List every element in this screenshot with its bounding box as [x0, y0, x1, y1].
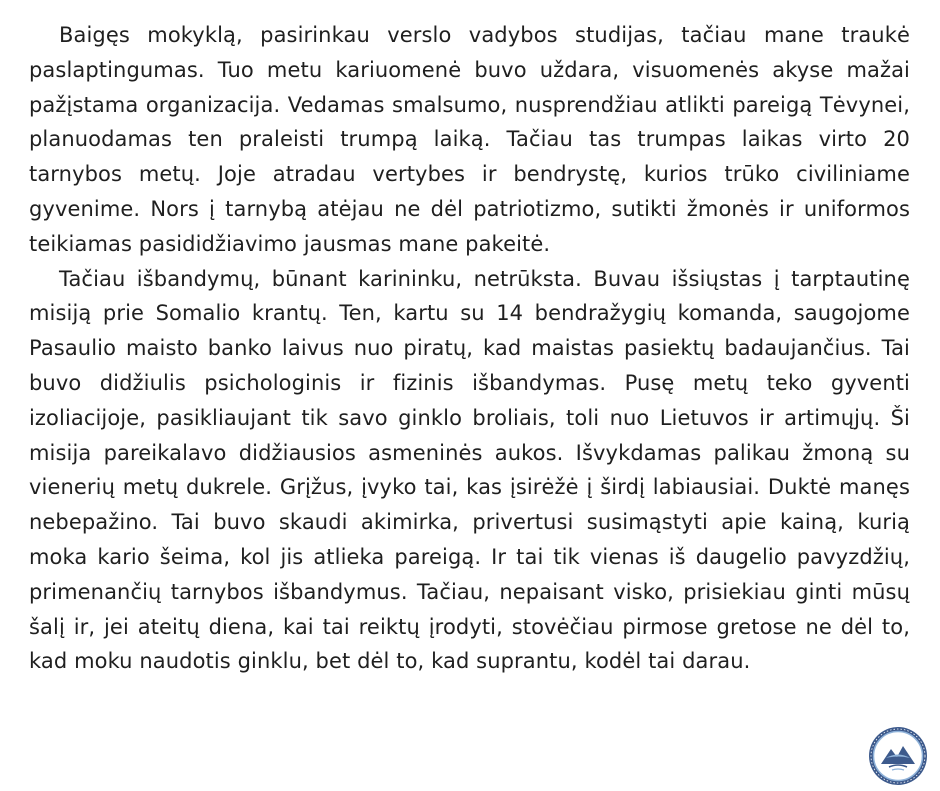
paragraph-2: Tačiau išbandymų, būnant karininku, netrūksta. Buvau išsiųstas į tarptautinę misiją prie Somalio krantų. Ten, kartu su 14 bendražygių komanda, saugojome Pasaulio maisto banko laivus nuo piratų, kad maistas pasiektų badaujančius. Tai buvo didžiulis psichologinis ir fizinis išbandymas. Pusę metų teko gyventi izoliacijoje, pasikliaujant tik savo ginklo broliais, toli nuo Lietuvos ir artimųjų. Ši misija pareikalavo didžiausios asmeninės aukos. Išvykdamas palikau žmoną su vienerių metų dukrele. Grįžus, įvyko tai, kas įsirėžė į širdį labiausiai. Duktė manęs nebepažino. Tai buvo skaudi akimirka, privertusi susimąstyti apie kainą, kurią moka kario šeima, kol jis atlieka pareigą. Ir tai tik vienas iš daugelio pavyzdžių, primenančių tarnybos išbandymus. Tačiau, nepaisant visko, prisiekiau ginti mūsų šalį ir, jei ateitų diena, kai tai reiktų įrodyti, stovėčiau pirmose gretose ne dėl to, kad moku naudotis ginklu, bet dėl to, kad suprantu, kodėl tai darau. [29, 266, 910, 674]
article-body [29, 18, 910, 679]
paragraph-1: Baigęs mokyklą, pasirinkau verslo vadybos studijas, tačiau mane traukė paslaptingumas. Tuo metu kariuomenė buvo uždara, visuomenės akyse mažai pažįstama organizacija. Vedamas smalsumo, nusprendžiau atlikti pareigą Tėvynei, planuodamas ten praleisti trumpą laiką. Tačiau tas trumpas laikas virto 20 tarnybos metų. Joje atradau vertybes ir bendrystę, kurios trūko civiliniame gyvenime. Nors į tarnybą atėjau ne dėl patriotizmo, sutikti žmonės ir uniformos teikiamas pasididžiavimo jausmas mane pakeitė. [29, 23, 910, 256]
organization-emblem-icon [867, 725, 929, 787]
